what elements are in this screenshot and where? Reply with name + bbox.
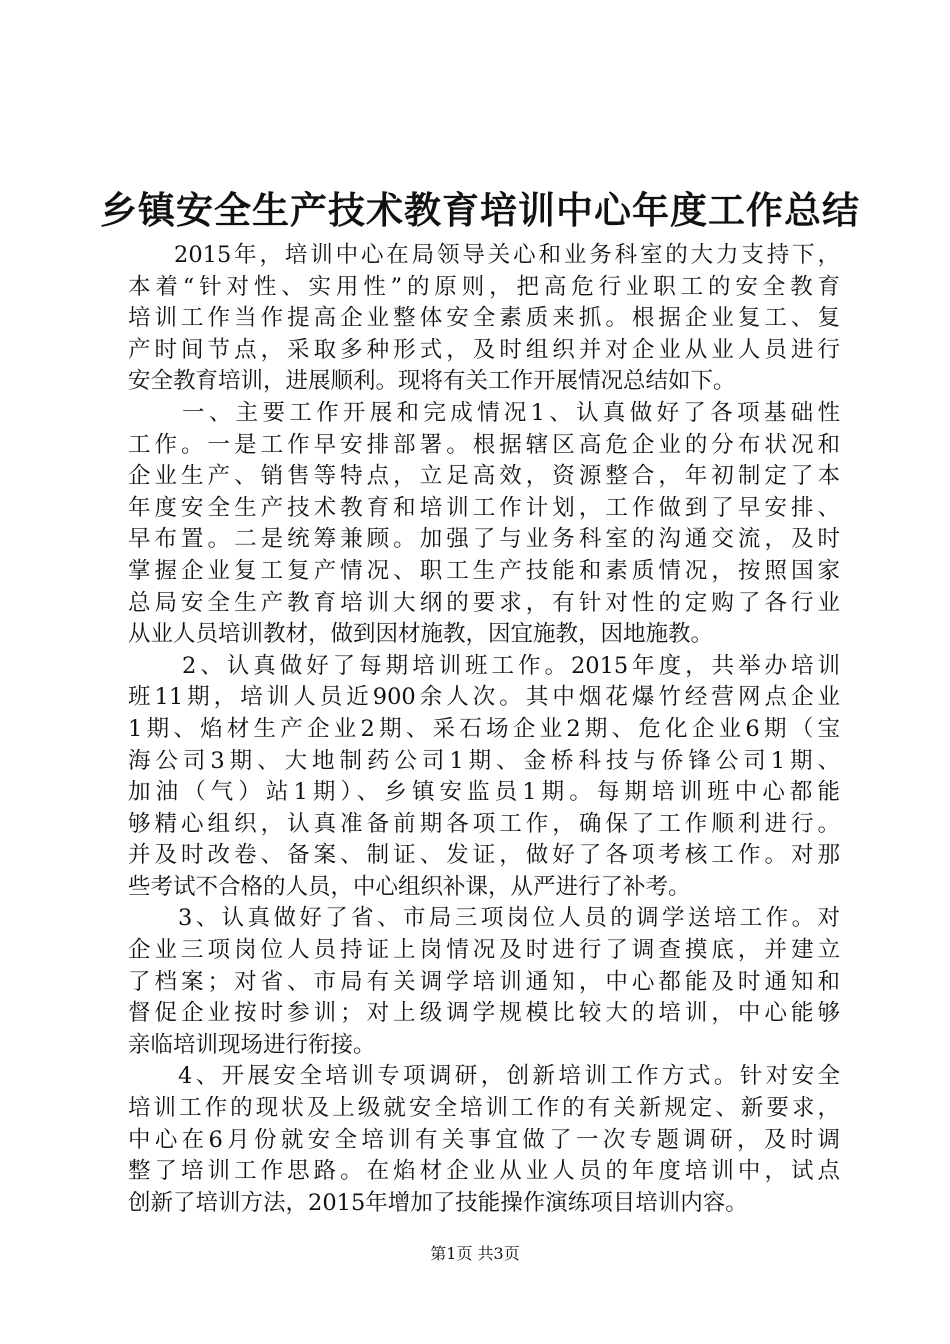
paragraph-2-line-5: 早布置。二是统筹兼顾。加强了与业务科室的沟通交流，及时 bbox=[128, 526, 840, 553]
paragraph-3-line-1: 2、认真做好了每期培训班工作。2015年度，共举办培训 bbox=[182, 652, 840, 679]
page-number-footer: 第1页 共3页 bbox=[430, 1244, 520, 1263]
paragraph-3-line-8: 些考试不合格的人员，中心组织补课，从严进行了补考。 bbox=[128, 873, 691, 900]
document-title: 乡镇安全生产技术教育培训中心年度工作总结 bbox=[100, 188, 860, 232]
paragraph-1-line-2: 本着“针对性、实用性”的原则，把高危行业职工的安全教育 bbox=[128, 273, 840, 300]
paragraph-5-line-3: 中心在6月份就安全培训有关事宜做了一次专题调研，及时调 bbox=[128, 1126, 840, 1153]
paragraph-2-line-6: 掌握企业复工复产情况、职工生产技能和素质情况，按照国家 bbox=[128, 557, 840, 584]
paragraph-2-line-7: 总局安全生产教育培训大纲的要求，有针对性的定购了各行业 bbox=[128, 589, 840, 616]
paragraph-4-line-5: 亲临培训现场进行衔接。 bbox=[128, 1031, 376, 1058]
paragraph-1-line-4: 产时间节点，采取多种形式，及时组织并对企业从业人员进行 bbox=[128, 336, 840, 363]
paragraph-5-line-4: 整了培训工作思路。在焰材企业从业人员的年度培训中，试点 bbox=[128, 1158, 840, 1185]
paragraph-2-line-4: 年度安全生产技术教育和培训工作计划，工作做到了早安排、 bbox=[128, 494, 840, 521]
paragraph-1-line-5: 安全教育培训，进展顺利。现将有关工作开展情况总结如下。 bbox=[128, 368, 736, 395]
paragraph-2-line-2: 工作。一是工作早安排部署。根据辖区高危企业的分布状况和 bbox=[128, 431, 840, 458]
paragraph-3-line-6: 够精心组织，认真准备前期各项工作，确保了工作顺利进行。 bbox=[128, 810, 840, 837]
paragraph-4-line-1: 3、认真做好了省、市局三项岗位人员的调学送培工作。对 bbox=[178, 905, 840, 932]
paragraph-1-line-3: 培训工作当作提高企业整体安全素质来抓。根据企业复工、复 bbox=[128, 305, 840, 332]
paragraph-5-line-1: 4、开展安全培训专项调研，创新培训工作方式。针对安全 bbox=[178, 1063, 840, 1090]
paragraph-4-line-2: 企业三项岗位人员持证上岗情况及时进行了调查摸底，并建立 bbox=[128, 937, 840, 964]
paragraph-2-line-3: 企业生产、销售等特点，立足高效，资源整合，年初制定了本 bbox=[128, 463, 840, 490]
paragraph-3-line-3: 1期、焰材生产企业2期、采石场企业2期、危化企业6期（宝 bbox=[128, 715, 840, 742]
paragraph-4-line-3: 了档案；对省、市局有关调学培训通知，中心都能及时通知和 bbox=[128, 968, 840, 995]
paragraph-3-line-7: 并及时改卷、备案、制证、发证，做好了各项考核工作。对那 bbox=[128, 842, 840, 869]
paragraph-3-line-5: 加油（气）站1期）、乡镇安监员1期。每期培训班中心都能 bbox=[128, 779, 840, 806]
paragraph-4-line-4: 督促企业按时参训；对上级调学规模比较大的培训，中心能够 bbox=[128, 1000, 840, 1027]
paragraph-1-line-1: 2015年，培训中心在局领导关心和业务科室的大力支持下， bbox=[174, 242, 840, 268]
paragraph-3-line-2: 班11期，培训人员近900余人次。其中烟花爆竹经营网点企业 bbox=[128, 684, 840, 711]
paragraph-2-line-8: 从业人员培训教材，做到因材施教，因宜施教，因地施教。 bbox=[128, 621, 714, 648]
paragraph-2-line-1: 一、主要工作开展和完成情况1、认真做好了各项基础性 bbox=[182, 399, 840, 426]
paragraph-5-line-5: 创新了培训方法，2015年增加了技能操作演练项目培训内容。 bbox=[128, 1189, 748, 1216]
document-body bbox=[128, 240, 840, 1219]
paragraph-3-line-4: 海公司3期、大地制药公司1期、金桥科技与侨锋公司1期、 bbox=[128, 747, 840, 774]
paragraph-5-line-2: 培训工作的现状及上级就安全培训工作的有关新规定、新要求， bbox=[128, 1095, 840, 1122]
